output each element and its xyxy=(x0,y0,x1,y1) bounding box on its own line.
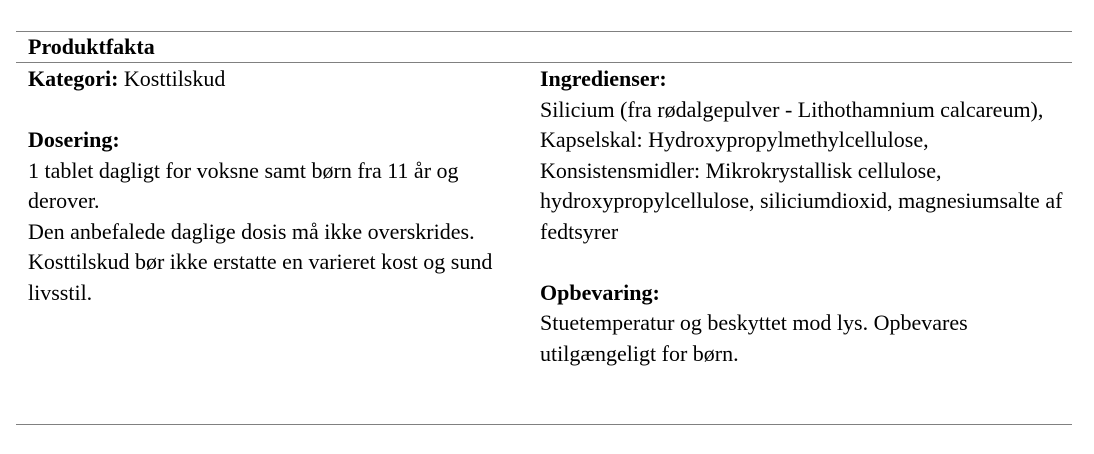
kategori-label: Kategori: xyxy=(28,66,119,91)
dosering-line-2: Den anbefalede daglige dosis må ikke overskrides. xyxy=(28,218,475,244)
bottom-rule xyxy=(16,424,1072,425)
kategori-value: Kosttilskud xyxy=(118,66,226,91)
dosering-heading: Dosering: xyxy=(28,127,120,152)
kategori-row xyxy=(28,64,523,95)
top-rule xyxy=(16,31,1072,32)
right-column xyxy=(540,64,1065,369)
dosering-line-1: 1 tablet dagligt for voksne samt børn fra 11 år og derover. xyxy=(28,157,459,213)
opbevaring-text: Stuetemperatur og beskyttet mod lys. Opbevares utilgængeligt for børn. xyxy=(540,310,968,366)
table-title: Produktfakta xyxy=(28,34,155,59)
ingredienser-heading: Ingredienser: xyxy=(540,66,667,91)
header-rule xyxy=(16,62,1072,63)
spacer xyxy=(540,247,1065,278)
left-column xyxy=(28,64,523,308)
opbevaring-heading: Opbevaring: xyxy=(540,279,660,305)
ingredienser-text: Silicium (fra rødalgepulver - Lithothamnium calcareum), Kapselskal: Hydroxypropylmethylcellulose, Konsistensmidler: Mikrokrystallisk cellulose, hydroxypropylcellulose, siliciumdioxid, magnesiumsalte af fedtsyrer xyxy=(540,96,1063,244)
spacer xyxy=(28,95,523,126)
dosering-line-3: Kosttilskud bør ikke erstatte en varieret kost og sund livsstil. xyxy=(28,249,493,305)
